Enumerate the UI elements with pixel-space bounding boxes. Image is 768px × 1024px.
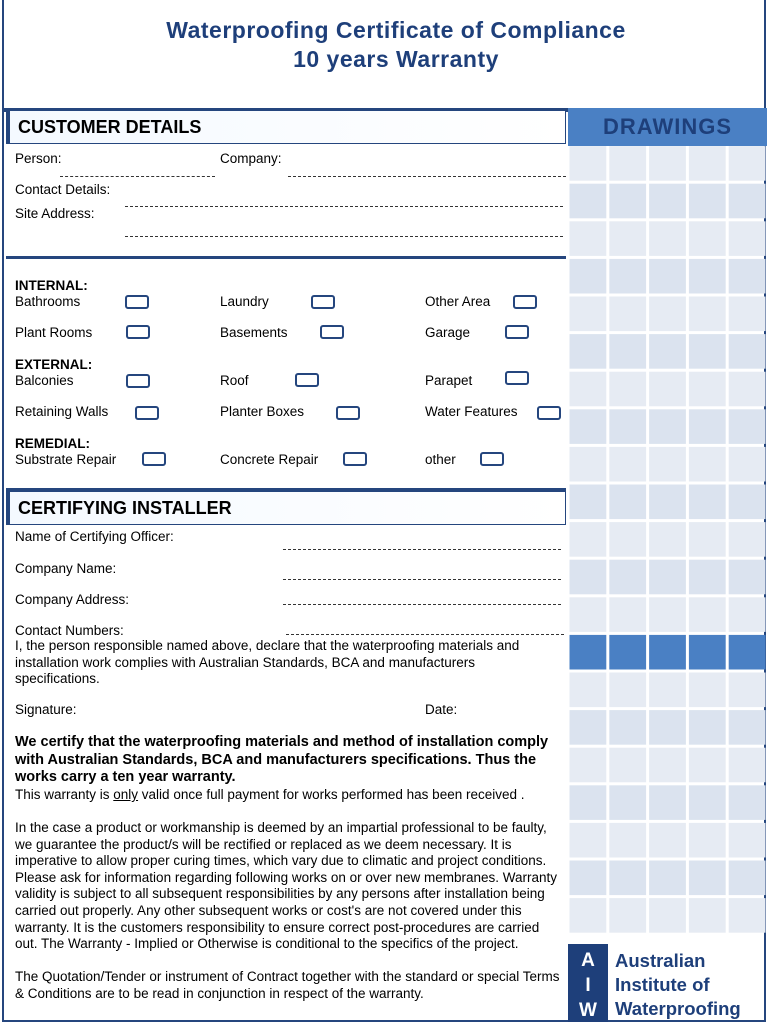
drawing-cell[interactable] (729, 372, 766, 407)
drawing-cell[interactable] (649, 372, 686, 407)
drawing-cell[interactable] (609, 748, 646, 783)
drawing-cell[interactable] (609, 372, 646, 407)
balconies-checkbox[interactable] (126, 374, 150, 388)
drawing-cell[interactable] (609, 710, 646, 745)
logo-letter-i: I (585, 975, 591, 996)
logo-letter-a: A (581, 950, 595, 971)
bathrooms-checkbox[interactable] (125, 295, 149, 309)
drawing-cell[interactable] (689, 785, 726, 820)
drawing-cell[interactable] (570, 710, 607, 745)
drawing-cell[interactable] (609, 673, 646, 708)
drawing-cell[interactable] (609, 485, 646, 520)
site-address-field[interactable] (125, 236, 563, 237)
planter-boxes-checkbox[interactable] (336, 406, 360, 420)
drawing-cell[interactable] (649, 221, 686, 256)
warranty-subtitle: 10 years Warranty (293, 46, 499, 72)
drawing-cell[interactable] (649, 710, 686, 745)
parapet-label: Parapet (425, 373, 473, 388)
basements-checkbox[interactable] (320, 325, 344, 339)
drawing-cell[interactable] (609, 861, 646, 896)
drawing-cell[interactable] (609, 447, 646, 482)
drawing-cell[interactable] (570, 297, 607, 332)
drawing-cell[interactable] (729, 898, 766, 933)
certificate-title: Waterproofing Certificate of Compliance (166, 17, 626, 43)
drawing-cell[interactable] (729, 447, 766, 482)
drawing-cell[interactable] (570, 898, 607, 933)
drawing-cell[interactable] (689, 898, 726, 933)
external-heading: EXTERNAL: (15, 357, 93, 372)
drawing-cell[interactable] (649, 184, 686, 219)
drawing-cell[interactable] (649, 597, 686, 632)
drawing-cell[interactable] (689, 297, 726, 332)
other-area-checkbox[interactable] (513, 295, 537, 309)
drawing-cell[interactable] (689, 560, 726, 595)
drawing-cell[interactable] (570, 861, 607, 896)
roof-checkbox[interactable] (295, 373, 319, 387)
logo-line-1: Australian (615, 950, 706, 971)
plant-rooms-checkbox[interactable] (126, 325, 150, 339)
drawing-cell[interactable] (729, 861, 766, 896)
drawing-cell[interactable] (649, 748, 686, 783)
drawing-cell[interactable] (689, 748, 726, 783)
drawing-cell[interactable] (729, 184, 766, 219)
remedial-heading: REMEDIAL: (15, 436, 90, 451)
drawing-cell[interactable] (729, 673, 766, 708)
drawing-cell[interactable] (689, 372, 726, 407)
aiw-logo-mark (568, 944, 608, 1022)
company-name-field[interactable] (283, 579, 561, 580)
drawing-cell[interactable] (649, 485, 686, 520)
drawing-cell[interactable] (689, 635, 726, 670)
date-label: Date: (425, 702, 458, 717)
drawing-cell[interactable] (649, 146, 686, 181)
contact-numbers-label: Contact Numbers: (15, 623, 124, 638)
drawing-cell[interactable] (609, 409, 646, 444)
drawing-cell[interactable] (689, 861, 726, 896)
drawing-cell[interactable] (689, 522, 726, 557)
company-label: Company: (220, 151, 282, 166)
drawing-cell[interactable] (649, 334, 686, 369)
drawing-cell[interactable] (570, 635, 607, 670)
concrete-repair-label: Concrete Repair (220, 452, 319, 467)
drawings-heading: DRAWINGS (568, 108, 767, 146)
officer-name-label: Name of Certifying Officer: (15, 529, 174, 544)
drawing-cell[interactable] (689, 409, 726, 444)
drawing-cell[interactable] (729, 221, 766, 256)
drawing-cell[interactable] (570, 221, 607, 256)
contact-details-label: Contact Details: (15, 182, 111, 197)
drawing-cell[interactable] (649, 447, 686, 482)
drawing-cell[interactable] (609, 522, 646, 557)
drawing-cell[interactable] (649, 823, 686, 858)
drawing-cell[interactable] (570, 334, 607, 369)
drawing-cell[interactable] (649, 673, 686, 708)
declaration-text: I, the person responsible named above, declare that the waterproofing materials and installation work complies with Australian Standards, BCA and manufacturers specifications. (15, 638, 520, 687)
drawing-cell[interactable] (729, 710, 766, 745)
drawing-cell[interactable] (609, 221, 646, 256)
drawing-cell[interactable] (609, 785, 646, 820)
payment-only: only (113, 787, 139, 802)
warranty-terms: In the case a product or workmanship is deemed by an impartial professional to be faulty, we guarantee the product/s will be rectified or replaced as we deem necessary. It is imperative to allow proper curing times, which vary due to climatic and project conditions. Please ask for information regarding following works on or over new membranes. Warranty validity is subject to all subsequent responsibilities by any persons after installation being carried out properly. Any other subsequent works or cost's are not covered under this warranty. It is the customers responsibility to ensure correct post-procedures are carried out. The Warranty - Implied or Otherwise is conditional to the specifics of the project. (15, 820, 557, 952)
drawing-cell[interactable] (609, 635, 646, 670)
drawing-cell[interactable] (570, 748, 607, 783)
company-address-field[interactable] (283, 604, 561, 605)
drawing-cell[interactable] (570, 447, 607, 482)
concrete-repair-checkbox[interactable] (343, 452, 367, 466)
payment-prefix: This warranty is (15, 787, 114, 802)
drawing-cell[interactable] (609, 184, 646, 219)
drawing-cell[interactable] (729, 297, 766, 332)
drawing-cell[interactable] (609, 823, 646, 858)
drawing-cell[interactable] (689, 259, 726, 294)
drawing-cell[interactable] (570, 409, 607, 444)
drawing-cell[interactable] (649, 522, 686, 557)
drawing-cell[interactable] (609, 146, 646, 181)
drawing-cell[interactable] (649, 898, 686, 933)
drawing-cell[interactable] (570, 372, 607, 407)
roof-label: Roof (220, 373, 249, 388)
bathrooms-label: Bathrooms (15, 294, 81, 309)
site-address-label: Site Address: (15, 206, 95, 221)
drawing-cell[interactable] (729, 785, 766, 820)
company-name-label: Company Name: (15, 561, 117, 576)
drawing-cell[interactable] (570, 597, 607, 632)
drawing-cell[interactable] (729, 748, 766, 783)
company-field[interactable] (288, 176, 566, 177)
drawing-cell[interactable] (609, 334, 646, 369)
substrate-repair-label: Substrate Repair (15, 452, 117, 467)
drawing-cell[interactable] (570, 673, 607, 708)
signature-label: Signature: (15, 702, 77, 717)
drawing-cell[interactable] (570, 184, 607, 219)
drawing-cell[interactable] (729, 823, 766, 858)
substrate-repair-checkbox[interactable] (142, 452, 166, 466)
contract-terms: The Quotation/Tender or instrument of Contract together with the standard or special Terms & Conditions are to be read in conjunction in respect of the warranty. (15, 969, 560, 1001)
internal-heading: INTERNAL: (15, 278, 88, 293)
balconies-label: Balconies (15, 373, 74, 388)
plant-rooms-label: Plant Rooms (15, 325, 93, 340)
basements-label: Basements (220, 325, 288, 340)
officer-name-field[interactable] (283, 549, 561, 550)
customer-details-heading: CUSTOMER DETAILS (6, 110, 566, 144)
drawing-cell[interactable] (570, 522, 607, 557)
drawing-cell[interactable] (609, 259, 646, 294)
drawing-cell[interactable] (609, 560, 646, 595)
drawing-cell[interactable] (649, 259, 686, 294)
other-checkbox[interactable] (480, 452, 504, 466)
garage-checkbox[interactable] (505, 325, 529, 339)
person-label: Person: (15, 151, 62, 166)
laundry-checkbox[interactable] (311, 295, 335, 309)
retaining-walls-label: Retaining Walls (15, 404, 109, 419)
drawing-cell[interactable] (729, 597, 766, 632)
water-features-label: Water Features (425, 404, 518, 419)
drawing-cell[interactable] (729, 560, 766, 595)
drawing-cell[interactable] (689, 823, 726, 858)
drawing-cell[interactable] (649, 861, 686, 896)
drawings-grid[interactable] (568, 107, 767, 943)
drawing-cell[interactable] (570, 146, 607, 181)
drawing-cell[interactable] (570, 485, 607, 520)
parapet-checkbox[interactable] (505, 371, 529, 385)
drawing-cell[interactable] (729, 259, 766, 294)
drawing-cell[interactable] (570, 823, 607, 858)
drawing-cell[interactable] (689, 146, 726, 181)
garage-label: Garage (425, 325, 471, 340)
drawing-cell[interactable] (689, 485, 726, 520)
drawing-cell[interactable] (609, 297, 646, 332)
drawing-cell[interactable] (649, 785, 686, 820)
certify-statement: We certify that the waterproofing materials and method of installation comply with Australian Standards, BCA and manufacturers specifications. Thus the works carry a ten year warranty. (15, 734, 549, 785)
drawing-cell[interactable] (570, 259, 607, 294)
section-divider (6, 256, 566, 259)
drawing-cell[interactable] (729, 635, 766, 670)
retaining-walls-checkbox[interactable] (135, 406, 159, 420)
contact-numbers-field[interactable] (286, 634, 564, 635)
drawing-cell[interactable] (729, 146, 766, 181)
payment-suffix: valid once full payment for works performed has been received . (138, 787, 525, 802)
person-field[interactable] (60, 176, 215, 177)
drawing-cell[interactable] (649, 409, 686, 444)
laundry-label: Laundry (220, 294, 269, 309)
drawing-cell[interactable] (609, 898, 646, 933)
water-features-checkbox[interactable] (537, 406, 561, 420)
logo-line-3: Waterproofing (615, 998, 741, 1019)
drawing-cell[interactable] (729, 334, 766, 369)
drawing-cell[interactable] (689, 710, 726, 745)
planter-boxes-label: Planter Boxes (220, 404, 305, 419)
drawing-cell[interactable] (609, 597, 646, 632)
other-area-label: Other Area (425, 294, 491, 309)
drawing-cell[interactable] (689, 597, 726, 632)
drawing-cell[interactable] (689, 221, 726, 256)
drawing-cell[interactable] (649, 635, 686, 670)
drawing-cell[interactable] (689, 673, 726, 708)
drawing-cell[interactable] (729, 409, 766, 444)
payment-condition (15, 787, 560, 804)
company-address-label: Company Address: (15, 592, 130, 607)
drawing-cell[interactable] (689, 447, 726, 482)
certifying-installer-heading: CERTIFYING INSTALLER (6, 491, 566, 525)
drawing-cell[interactable] (729, 485, 766, 520)
drawing-cell[interactable] (729, 522, 766, 557)
other-label: other (425, 452, 456, 467)
logo-letter-w: W (579, 1000, 597, 1021)
drawing-cell[interactable] (570, 560, 607, 595)
drawing-cell[interactable] (570, 785, 607, 820)
drawing-cell[interactable] (649, 297, 686, 332)
drawing-cell[interactable] (689, 184, 726, 219)
contact-details-field[interactable] (125, 206, 563, 207)
drawing-cell[interactable] (649, 560, 686, 595)
drawing-cell[interactable] (689, 334, 726, 369)
logo-line-2: Institute of (615, 974, 710, 995)
